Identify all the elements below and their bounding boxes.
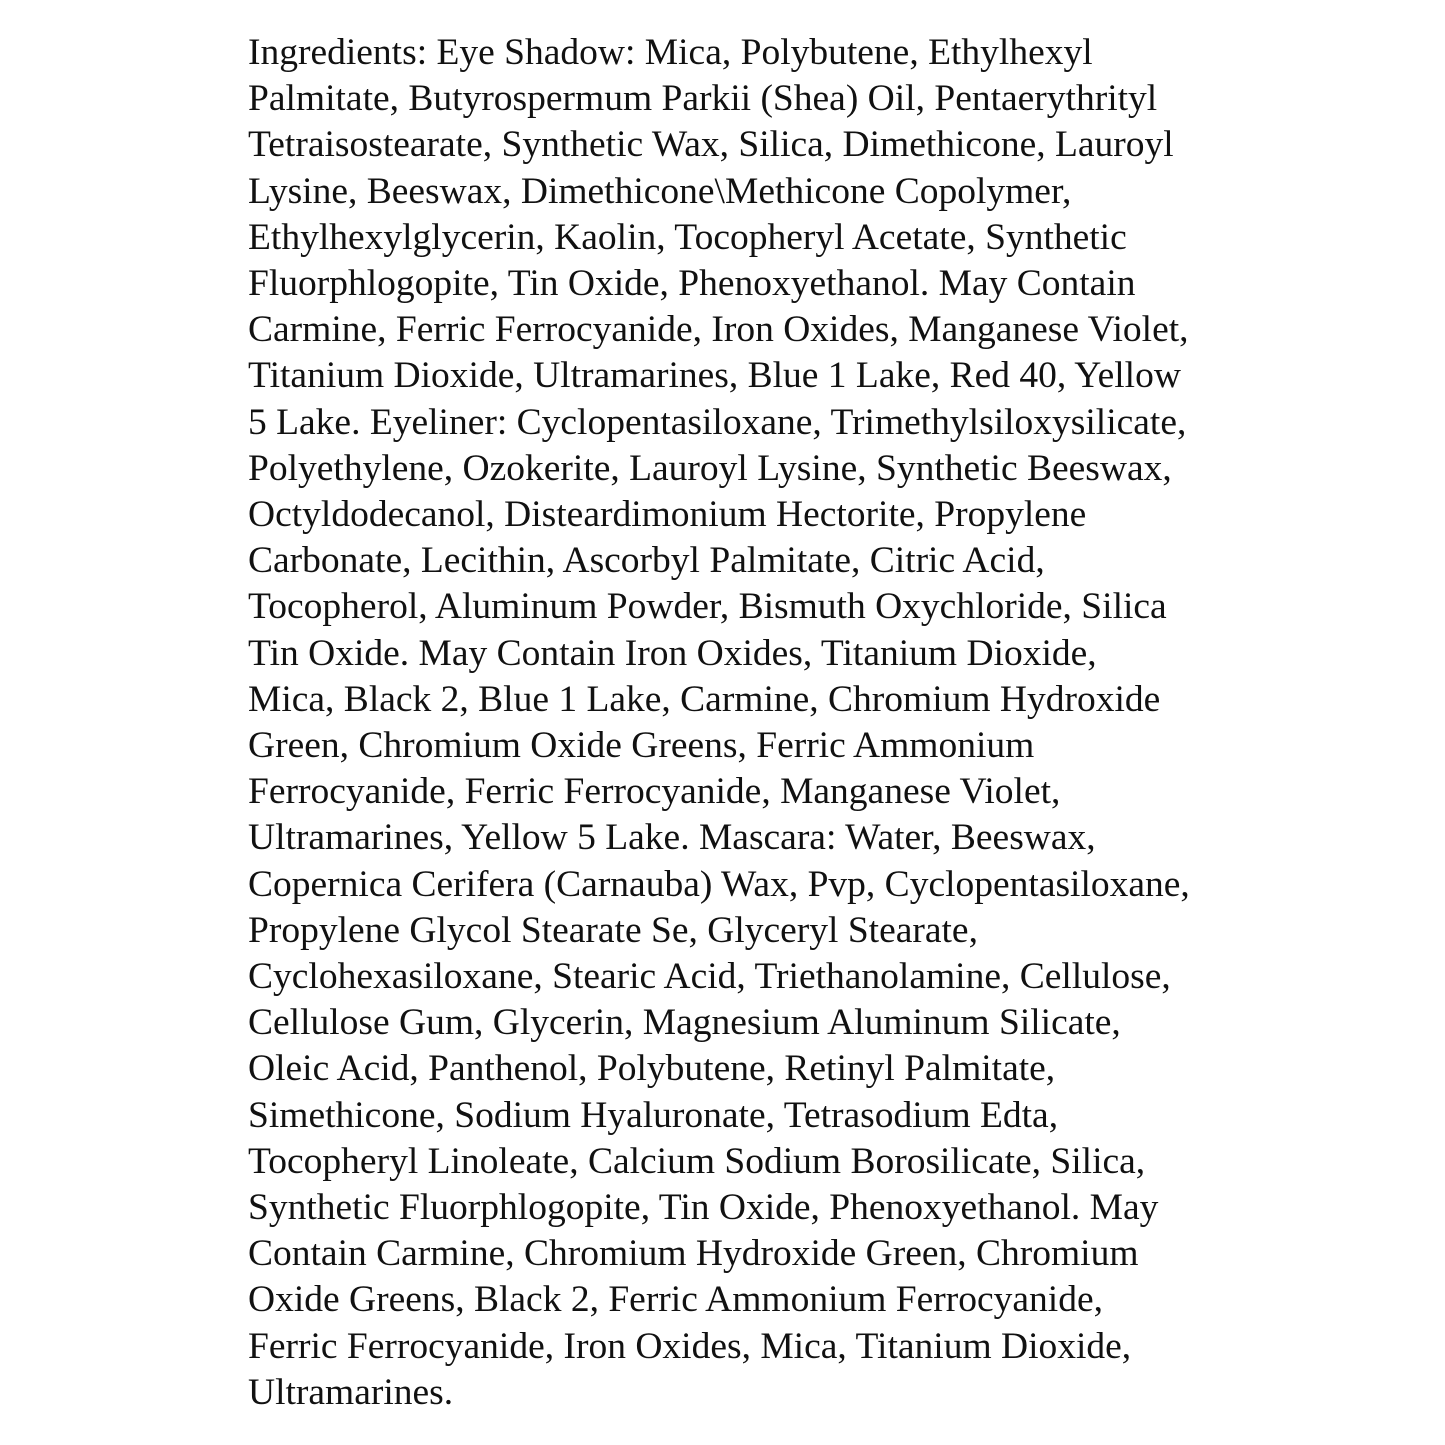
ingredients-line: Oxide Greens, Black 2, Ferric Ammonium Ferrocyanide, xyxy=(248,1279,1103,1321)
ingredients-line: Ultramarines. xyxy=(248,1371,454,1413)
ingredients-line: Ultramarines, Yellow 5 Lake. Mascara: Water, Beeswax, xyxy=(248,817,1096,859)
ingredients-line: Octyldodecanol, Disteardimonium Hectorite, Propylene xyxy=(248,494,1087,536)
ingredients-line: Cellulose Gum, Glycerin, Magnesium Aluminum Silicate, xyxy=(248,1002,1121,1044)
ingredients-line: Tetraisostearate, Synthetic Wax, Silica, Dimethicone, Lauroyl xyxy=(248,124,1174,166)
ingredients-line: Ferrocyanide, Ferric Ferrocyanide, Manganese Violet, xyxy=(248,771,1061,813)
ingredients-line: Carmine, Ferric Ferrocyanide, Iron Oxides, Manganese Violet, xyxy=(248,309,1189,351)
ingredients-line: Mica, Black 2, Blue 1 Lake, Carmine, Chromium Hydroxide xyxy=(248,678,1161,720)
ingredients-line: Tocopheryl Linoleate, Calcium Sodium Borosilicate, Silica, xyxy=(248,1140,1146,1182)
ingredients-line: Synthetic Fluorphlogopite, Tin Oxide, Phenoxyethanol. May xyxy=(248,1187,1159,1229)
ingredients-line: Lysine, Beeswax, Dimethicone\Methicone Copolymer, xyxy=(248,170,1072,212)
ingredients-line: Simethicone, Sodium Hyaluronate, Tetrasodium Edta, xyxy=(248,1094,1059,1136)
ingredients-line: Cyclohexasiloxane, Stearic Acid, Triethanolamine, Cellulose, xyxy=(248,956,1171,998)
ingredients-line: Contain Carmine, Chromium Hydroxide Green, Chromium xyxy=(248,1233,1139,1275)
ingredients-line: Carbonate, Lecithin, Ascorbyl Palmitate, Citric Acid, xyxy=(248,540,1045,582)
ingredients-line: Titanium Dioxide, Ultramarines, Blue 1 Lake, Red 40, Yellow xyxy=(248,355,1181,397)
ingredients-line: Polyethylene, Ozokerite, Lauroyl Lysine, Synthetic Beeswax, xyxy=(248,447,1172,489)
ingredients-line: Fluorphlogopite, Tin Oxide, Phenoxyethanol. May Contain xyxy=(248,263,1136,305)
ingredients-line: Oleic Acid, Panthenol, Polybutene, Retinyl Palmitate, xyxy=(248,1048,1056,1090)
ingredients-line: Tin Oxide. May Contain Iron Oxides, Titanium Dioxide, xyxy=(248,632,1097,674)
ingredients-line: Ferric Ferrocyanide, Iron Oxides, Mica, Titanium Dioxide, xyxy=(248,1325,1132,1367)
ingredients-line: Green, Chromium Oxide Greens, Ferric Ammonium xyxy=(248,725,1035,767)
ingredients-line: Copernica Cerifera (Carnauba) Wax, Pvp, Cyclopentasiloxane, xyxy=(248,863,1190,905)
ingredients-line: Ingredients: Eye Shadow: Mica, Polybutene, Ethylhexyl xyxy=(248,32,1093,73)
ingredients-line: Palmitate, Butyrospermum Parkii (Shea) Oil, Pentaerythrityl xyxy=(248,78,1158,120)
ingredients-line: Tocopherol, Aluminum Powder, Bismuth Oxychloride, Silica xyxy=(248,586,1167,628)
ingredients-line: Ethylhexylglycerin, Kaolin, Tocopheryl Acetate, Synthetic xyxy=(248,216,1127,258)
ingredients-line: 5 Lake. Eyeliner: Cyclopentasiloxane, Trimethylsiloxysilicate, xyxy=(248,401,1187,443)
ingredients-line: Propylene Glycol Stearate Se, Glyceryl Stearate, xyxy=(248,909,978,951)
ingredients-text-block xyxy=(248,30,1248,1416)
